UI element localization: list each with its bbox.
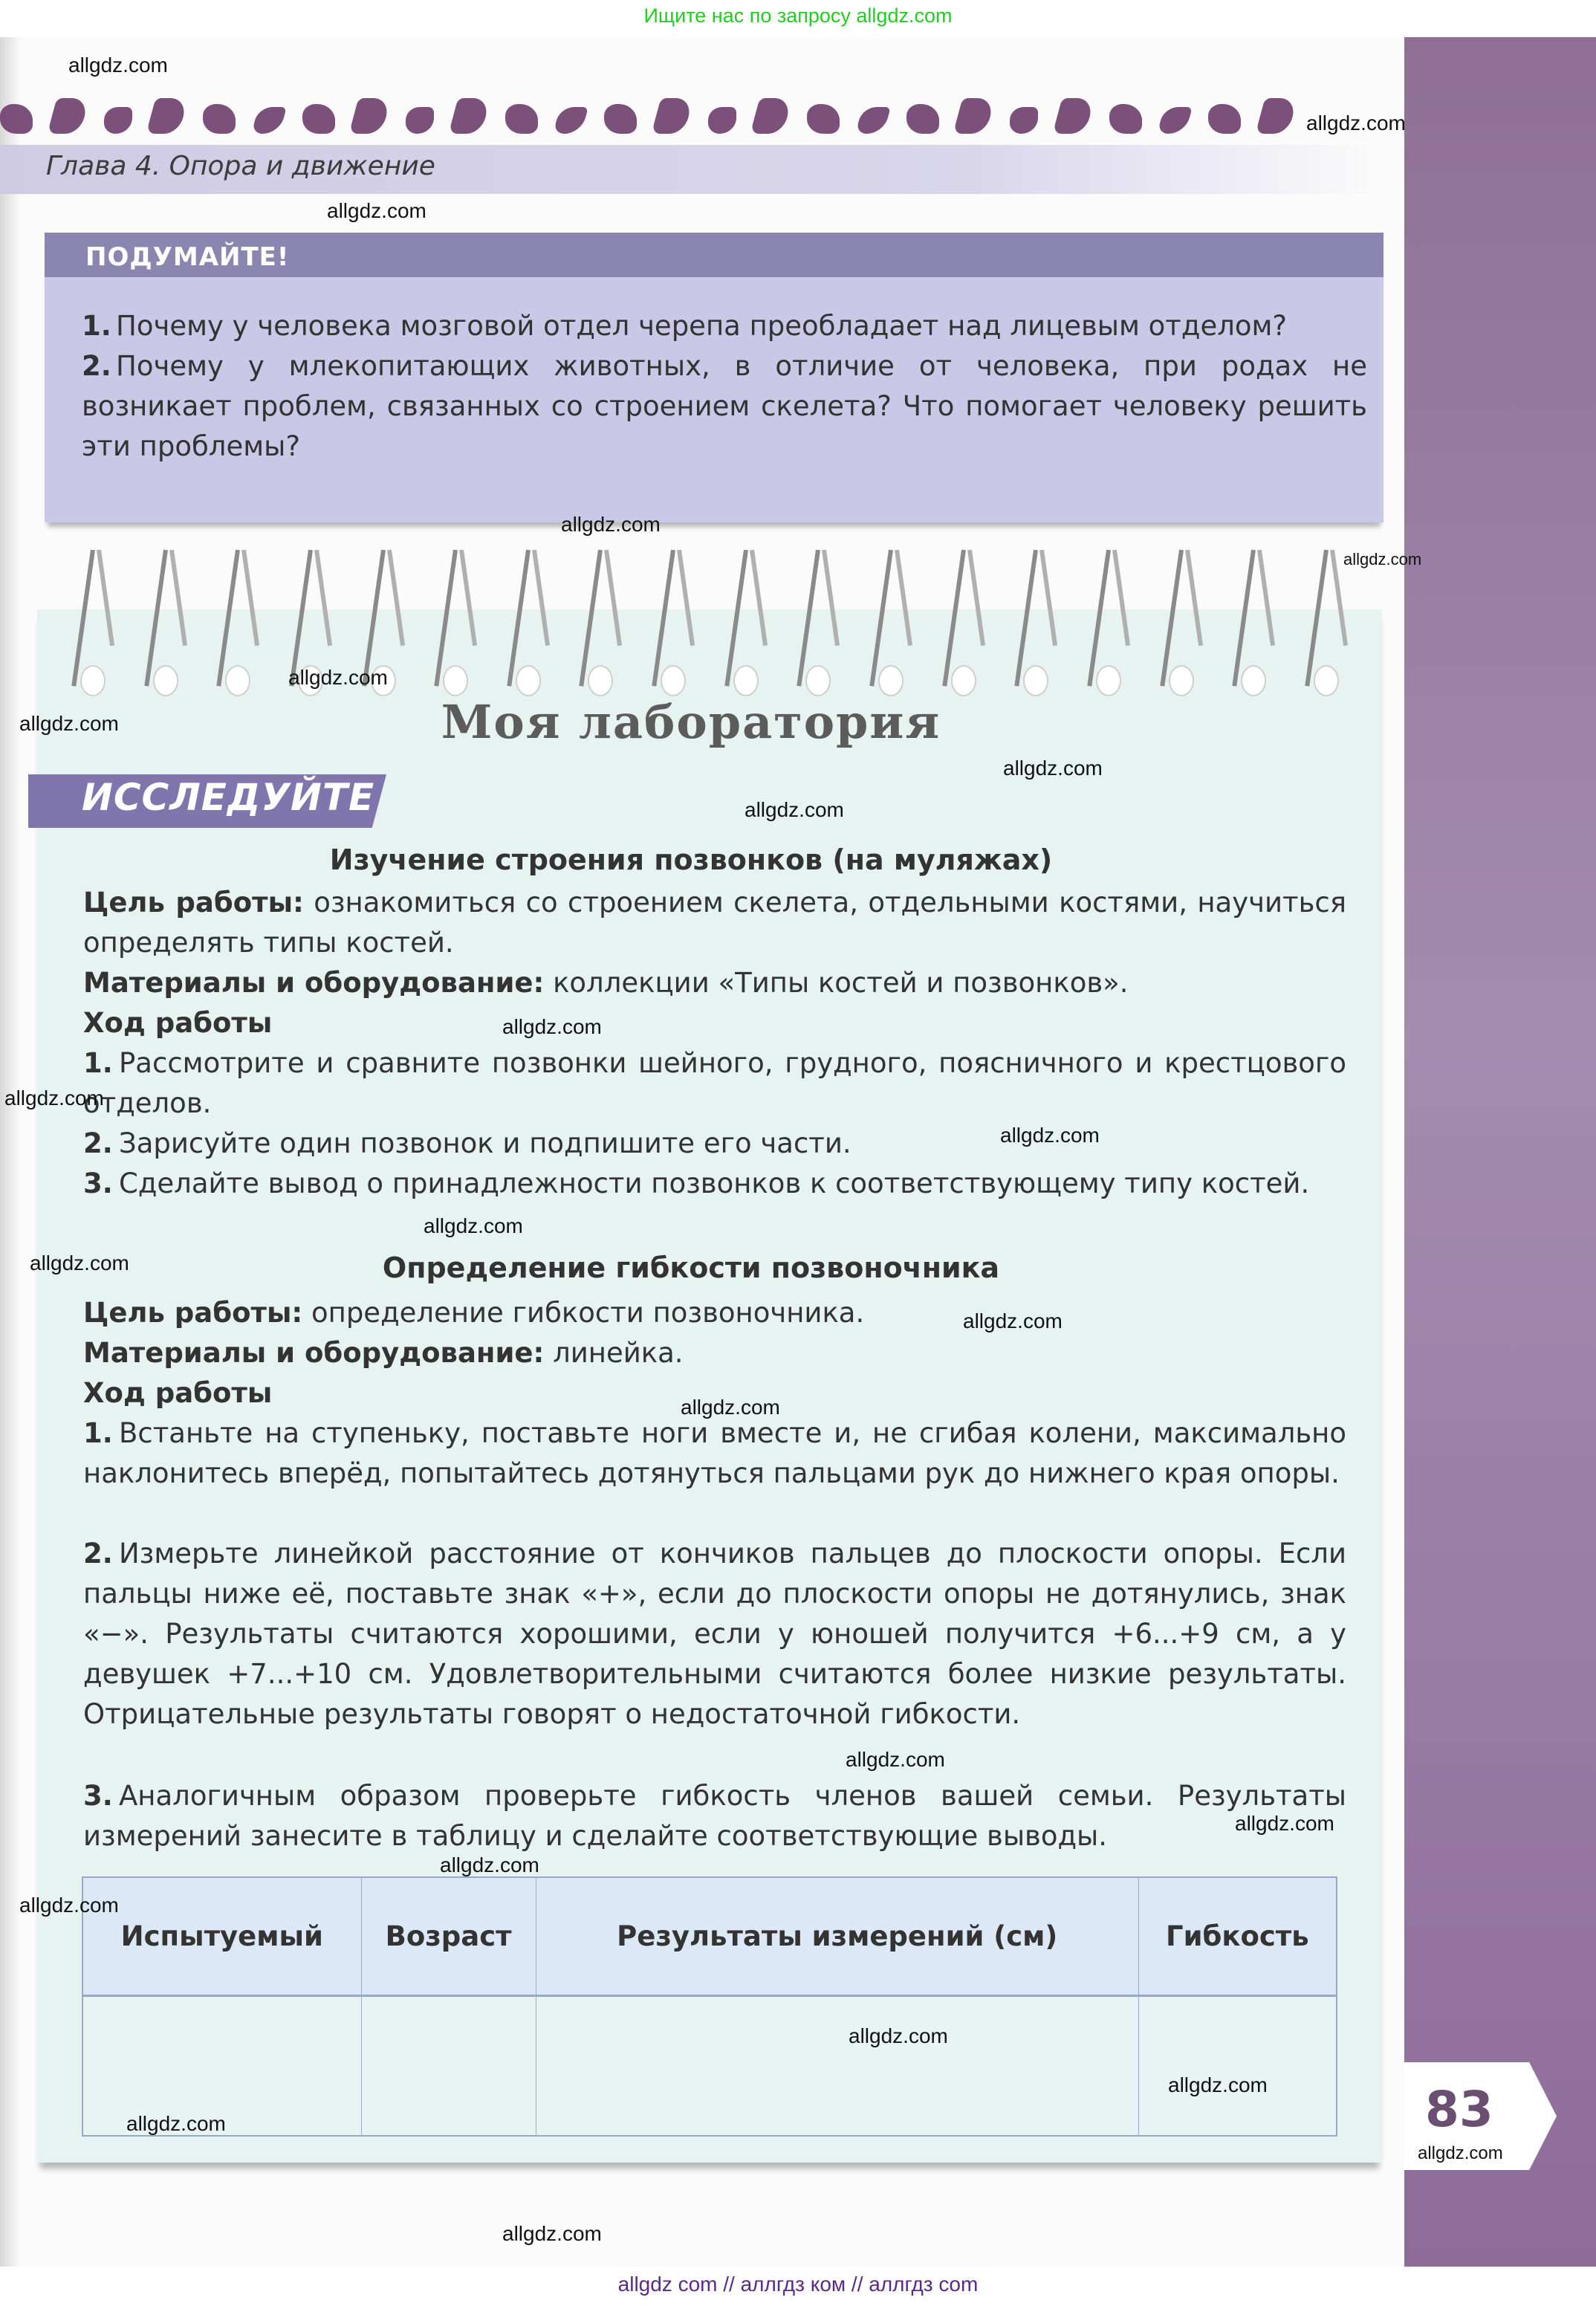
animal-icon	[104, 107, 132, 134]
animal-icon	[1157, 107, 1193, 134]
side-strip	[1404, 37, 1596, 2267]
animal-icon	[708, 107, 736, 134]
col-header-results: Результаты измерений (см)	[536, 1877, 1138, 1996]
animal-icon	[1052, 98, 1094, 134]
animal-icon	[750, 98, 793, 134]
spiral-ring-icon	[582, 550, 626, 699]
watermark: allgdz.com	[30, 1251, 129, 1275]
spiral-ring-icon	[1163, 550, 1207, 699]
work1-materials: Материалы и оборудование: коллекции «Типы костей и позвонков».	[83, 967, 1129, 999]
work1-title: Изучение строения позвонков (на муляжах)	[329, 843, 1053, 876]
table-header-row	[82, 1877, 1337, 1996]
question-2: 2. Почему у млекопитающих животных, в отличие от человека, при родах не возникает проблем, связанных со строением скелета? Что помогает человеку решить эти проблемы?	[82, 350, 1367, 462]
spiral-ring-icon	[655, 550, 699, 699]
work1-step-2: 2. Зарисуйте один позвонок и подпишите его части.	[83, 1127, 851, 1159]
watermark: allgdz.com	[68, 54, 168, 77]
animal-icon	[855, 107, 891, 134]
animal-icon	[146, 98, 189, 134]
spiral-ring-icon	[872, 550, 917, 699]
spiral-ring-icon	[219, 550, 264, 699]
watermark: allgdz.com	[1343, 550, 1422, 569]
watermark: allgdz.com	[327, 199, 426, 222]
col-header-flexibility: Гибкость	[1138, 1877, 1337, 1996]
watermark: allgdz.com	[681, 1396, 780, 1419]
watermark: allgdz.com	[424, 1214, 523, 1237]
watermark: allgdz.com	[1003, 757, 1103, 780]
work1-step-1: 1. Рассмотрите и сравните позвонки шейного, грудного, поясничного и крестцового отделов.	[83, 1047, 1346, 1119]
animal-icon	[1255, 98, 1297, 134]
work2-procedure-label: Ход работы	[83, 1377, 273, 1409]
spiral-ring-icon	[1308, 550, 1352, 699]
lab-title: Моя лаборатория	[441, 695, 941, 749]
work2-step-1: 1. Встаньте на ступеньку, поставьте ноги вместе и, не сгибая колени, максимально наклонитесь вперёд, попытайтесь дотянуться пальцами рук до нижнего края опоры.	[83, 1417, 1346, 1489]
work1-goal: Цель работы: ознакомиться со строением скелета, отдельными костями, научиться определять типы костей.	[83, 887, 1346, 959]
watermark: allgdz.com	[561, 513, 661, 536]
watermark: allgdz.com	[1235, 1812, 1334, 1835]
animal-icon	[651, 98, 693, 134]
top-banner: Ищите нас по запросу allgdz.com	[643, 4, 953, 27]
work2-title: Определение гибкости позвоночника	[382, 1251, 1000, 1284]
chapter-header: Глава 4. Опора и движение	[46, 151, 435, 181]
spiral-ring-icon	[1017, 550, 1062, 699]
spiral-ring-icon	[147, 550, 192, 699]
animal-icon	[0, 104, 33, 134]
page-gutter-shadow	[0, 37, 21, 2267]
spiral-ring-icon	[74, 550, 119, 699]
watermark: allgdz.com	[1000, 1124, 1100, 1147]
spiral-ring-icon	[799, 550, 844, 699]
think-box-title: ПОДУМАЙТЕ!	[85, 242, 290, 272]
watermark: allgdz.com	[1418, 2143, 1503, 2163]
watermark: allgdz.com	[19, 1894, 119, 1917]
col-header-age: Возраст	[361, 1877, 536, 1996]
animal-icon	[251, 107, 287, 134]
animal-icon	[302, 104, 335, 134]
animal-icon	[1208, 104, 1241, 134]
work2-goal: Цель работы: определение гибкости позвоночника.	[83, 1297, 865, 1329]
question-1: 1. Почему у человека мозговой отдел черепа преобладает над лицевым отделом?	[82, 310, 1288, 342]
watermark: allgdz.com	[502, 2222, 602, 2245]
watermark: allgdz.com	[963, 1309, 1063, 1332]
table-cell	[536, 1996, 1138, 2137]
spiral-ring-icon	[510, 550, 554, 699]
animal-icon	[553, 107, 588, 134]
footer-watermark: allgdz com // аллгдз ком // аллгдз com	[617, 2273, 979, 2296]
animal-icon	[953, 98, 996, 134]
page-number: 83	[1425, 2081, 1493, 2138]
watermark: allgdz.com	[440, 1853, 539, 1876]
spiral-ring-icon	[1235, 550, 1279, 699]
spiral-ring-icon	[1090, 550, 1135, 699]
animal-icon	[349, 98, 392, 134]
animal-icon	[1109, 104, 1142, 134]
watermark: allgdz.com	[126, 2112, 226, 2135]
spiral-ring-icon	[945, 550, 990, 699]
col-header-subject: Испытуемый	[82, 1877, 361, 1996]
work1-procedure-label: Ход работы	[83, 1007, 273, 1039]
table-cell	[361, 1996, 536, 2137]
watermark: allgdz.com	[1306, 111, 1406, 135]
spiral-ring-icon	[727, 550, 772, 699]
work2-step-3: 3. Аналогичным образом проверьте гибкость членов вашей семьи. Результаты измерений занесите в таблицу и сделайте соответствующие выводы.	[83, 1780, 1346, 1852]
notebook-spiral	[74, 550, 1352, 699]
animal-icon	[203, 104, 236, 134]
animal-icon	[47, 98, 89, 134]
watermark: allgdz.com	[745, 798, 844, 821]
animal-icon	[807, 104, 840, 134]
work2-materials: Материалы и оборудование: линейка.	[83, 1337, 684, 1369]
animal-icon	[1010, 107, 1038, 134]
animal-silhouette-border	[0, 93, 1293, 134]
work2-step-2: 2. Измерьте линейкой расстояние от кончиков пальцев до плоскости опоры. Если пальцы ниже её, поставьте знак «+», если до плоскости опоры не дотянулись, знак «−». Результаты считаются хорошими, если у юношей получится +6...+9 см, а у девушек +7...+10 см. Удовлетворительными считаются более низкие результаты. Отрицательные результаты говорят о недостаточной гибкости.	[83, 1538, 1346, 1730]
animal-icon	[448, 98, 490, 134]
spiral-ring-icon	[437, 550, 481, 699]
animal-icon	[906, 104, 939, 134]
watermark: allgdz.com	[849, 2024, 948, 2047]
watermark: allgdz.com	[502, 1015, 602, 1038]
animal-icon	[604, 104, 637, 134]
results-table	[82, 1876, 1337, 2137]
watermark: allgdz.com	[1168, 2073, 1268, 2096]
investigate-tag-label: ИССЛЕДУЙТЕ	[82, 776, 375, 819]
watermark: allgdz.com	[19, 712, 119, 735]
watermark: allgdz.com	[288, 666, 388, 689]
work1-step-3: 3. Сделайте вывод о принадлежности позвонков к соответствующему типу костей.	[83, 1167, 1310, 1199]
animal-icon	[406, 107, 434, 134]
table-row	[82, 1996, 1337, 2137]
table-cell	[1138, 1996, 1337, 2137]
watermark: allgdz.com	[4, 1086, 104, 1110]
animal-icon	[505, 104, 538, 134]
watermark: allgdz.com	[846, 1748, 945, 1771]
